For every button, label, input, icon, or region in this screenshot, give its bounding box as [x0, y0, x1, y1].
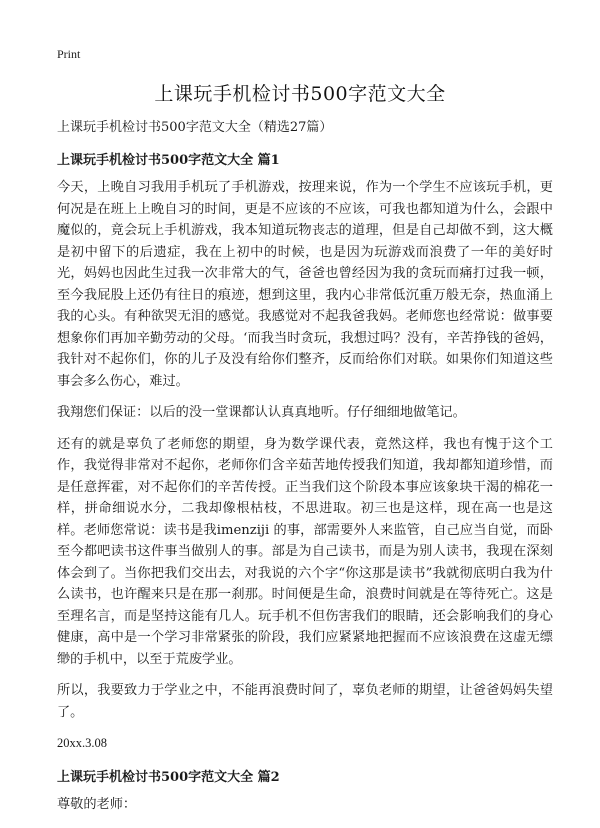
- paragraph: 我翔您们保证：以后的没一堂课都认认真真地听。仔仔细细地做笔记。: [57, 405, 466, 420]
- article-subtitle: 上课玩手机检讨书500字范文大全（精选27篇）: [57, 120, 333, 135]
- article-body: [57, 117, 553, 826]
- paragraph: 尊敬的老师：: [57, 797, 137, 812]
- paragraph: 还有的就是辜负了老师您的期望，身为数学课代表，竟然这样，我也有愧于这个工作，我觉得非常对不起你，老师你们含辛茹苦地传授我们知道，我却都知道珍惜，而是任意挥霍，对不起你们的辛苦传授。正当我们这个阶段本事应该象块干渴的棉花一样，拼命细说水分，二我却像根枯枝，不思进取。初三也是这样，现在高一也是这样。老师您常说：读书是我imenziji 的事，部需要外人来监管，自己应当自觉，而卧至今都吧读书这件事当做别人的事。部是为自己读书，而是为别人读书，我现在深刻体会到了。当你把我们交出去，对我说的六个字“你这那是读书”我就彻底明白我为什么读书，也许醒来只是在那一刹那。时间便是生命，浪费时间就是在等待死亡。这是至理名言，而是坚持这能有几人。玩手机不但伤害我们的眼睛，还会影响我们的身心健康，高中是一个学习非常紧张的阶段，我们应紧紧地把握而不应该浪费在这虚无缥缈的手机中，以至于荒废学业。: [57, 436, 553, 667]
- section-1: [57, 150, 553, 755]
- paragraph: 今天，上晚自习我用手机玩了手机游戏，按理来说，作为一个学生不应该玩手机，更何况是在班上上晚自习的时间，更是不应该的不应该，可我也都知道为什么，会跟中魔似的，竟会玩上手机游戏，我本知道玩物丧志的道理，但是自己却做不到，这大概是初中留下的后遗症，我在上初中的时候，也是因为玩游戏而浪费了一年的美好时光，妈妈也因此生过我一次非常大的气，爸爸也曾经因为我的贪玩而痛打过我一顿，至今我屁股上还仍有往日的痕迹，想到这里，我内心非常低沉重万般无奈，热血涌上我的心头。有种欲哭无泪的感觉。我感觉对不起我爸我妈。老师您也经常说：做事要想象你们再加辛勤劳动的父母。‘而我当时贪玩，我想过吗？没有，辛苦挣钱的爸妈，我针对不起你们，你的儿子及没有给你们整齐，反而给你们对联。如果你们知道这些事会多么伤心，难过。: [57, 180, 553, 389]
- section-2: [57, 767, 553, 816]
- paragraph: 所以，我要致力于学业之中，不能再浪费时间了，辜负老师的期望，让爸爸妈妈失望了。: [57, 683, 553, 720]
- section-heading: 上课玩手机检讨书500字范文大全 篇2: [57, 769, 280, 785]
- page-title: 上课玩手机检讨书500字范文大全: [154, 83, 446, 105]
- date-text: 20xx.3.08: [57, 736, 107, 750]
- section-heading: 上课玩手机检讨书500字范文大全 篇1: [57, 152, 280, 168]
- print-link[interactable]: Print: [57, 47, 81, 61]
